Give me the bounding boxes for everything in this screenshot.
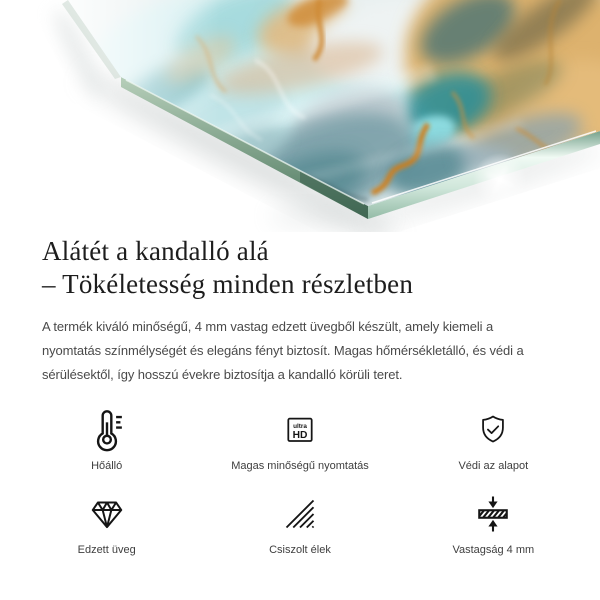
thickness-icon [473,491,513,537]
title-line-1: Alátét a kandalló alá [42,236,269,266]
diamond-icon [88,491,126,537]
polished-edges-icon [282,491,318,537]
ultra-hd-icon-text-bottom: HD [292,429,308,441]
features-grid [0,407,600,556]
ultra-hd-icon-text-top: ultra [293,423,307,431]
title-line-2: – Tökéletesség minden részletben [42,269,414,299]
glass-panel [0,0,600,232]
ultra-hd-icon [283,407,317,453]
feature-heat-resistant [10,407,203,472]
section-title [42,235,558,301]
feature-label: Hőálló [91,460,123,472]
feature-protects-base [397,407,590,472]
feature-label: Vastagság 4 mm [452,544,535,556]
feature-label: Edzett üveg [77,544,136,556]
feature-tempered-glass [10,491,203,556]
feature-label: Magas minőségű nyomtatás [231,460,369,472]
feature-label: Védi az alapot [458,460,529,472]
product-image [0,0,600,232]
feature-label: Csiszolt élek [269,544,331,556]
shield-check-icon [476,407,510,453]
feature-thickness [397,491,590,556]
section-description: A termék kiváló minőségű, 4 mm vastag edzett üvegből készült, amely kiemeli a nyomtatás színmélységét és elegáns fényt biztosít. Magas hőmérsékletálló, és védi a sérülésektől, így hosszú évekre biztosítja a kandalló körüli teret. [42,319,524,382]
feature-ultra-hd-print [203,407,396,472]
thermometer-icon [84,407,130,453]
feature-polished-edges [203,491,396,556]
